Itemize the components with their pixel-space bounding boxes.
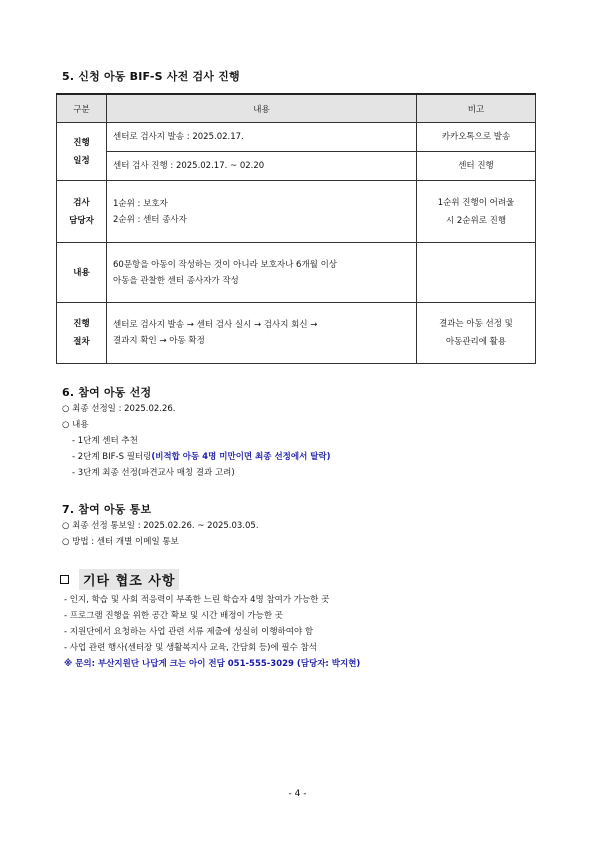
list-item: - 지원단에서 요청하는 사업 관련 서류 제출에 성실히 이행하여야 함 <box>64 627 314 637</box>
header-content: 내용 <box>107 94 417 123</box>
category-line: 검사 <box>73 197 90 208</box>
list-item: - 프로그램 진행을 위한 공간 확보 및 시간 배정이 가능한 곳 <box>64 611 283 621</box>
section6-list <box>62 401 331 481</box>
section7-list <box>62 518 259 550</box>
list-item: ○ 내용 <box>62 420 89 430</box>
note-cell: 센터 진행 <box>417 152 536 181</box>
list-item: - 1단계 센터 추천 <box>72 436 138 446</box>
table-row <box>57 303 536 364</box>
note-cell <box>417 243 536 303</box>
category-schedule <box>57 123 107 181</box>
note-cell <box>417 303 536 364</box>
page-number: - 4 - <box>288 789 307 799</box>
section7-title: 7. 참여 아동 통보 <box>62 503 152 516</box>
note-line: 시 2순위로 진행 <box>445 215 507 226</box>
category-line: 일정 <box>73 155 90 166</box>
list-item: ○ 방법 : 센터 개별 이메일 통보 <box>62 537 179 547</box>
category-line: 진행 <box>73 137 90 148</box>
content-line: 60문항을 아동이 작성하는 것이 아니라 보호자나 6개월 이상 <box>113 259 337 270</box>
content-cell <box>107 243 417 303</box>
category-procedure <box>57 303 107 364</box>
note-line: 결과는 아동 선정 및 <box>439 319 513 329</box>
content-cell <box>107 303 417 364</box>
note-line: 1순위 진행이 어려울 <box>437 197 515 208</box>
list-item: - 사업 관련 행사(센터장 및 생활복지사 교육, 간담회 등)에 필수 참석 <box>64 643 317 653</box>
content-line: 1순위 : 보호자 <box>113 198 168 209</box>
category-line: 진행 <box>73 319 90 329</box>
list-item: ○ 최종 선정일 : 2025.02.26. <box>62 404 176 414</box>
list-item-text: - 2단계 BIF-S 필터링 <box>72 452 152 462</box>
content-line: 센터로 검사지 발송 → 센터 검사 실시 → 검사지 회신 → <box>113 320 318 330</box>
category-content: 내용 <box>57 243 107 303</box>
table-row <box>57 243 536 303</box>
list-item: - 3단계 최종 선정(파견교사 매칭 결과 고려) <box>72 468 235 478</box>
list-item: - 인지, 학습 및 사회 적응력이 부족한 느린 학습자 4명 참여가 가능한 곳 <box>64 595 330 605</box>
header-category: 구분 <box>57 94 107 123</box>
content-cell <box>107 181 417 243</box>
table-row <box>57 152 536 181</box>
content-cell: 센터로 검사지 발송 : 2025.02.17. <box>107 123 417 152</box>
content-cell: 센터 검사 진행 : 2025.02.17. ~ 02.20 <box>107 152 417 181</box>
etc-list <box>64 592 360 672</box>
note-cell: 카카오톡으로 발송 <box>417 123 536 152</box>
checkbox-square-icon <box>60 575 69 584</box>
content-line: 아동을 관찰한 센터 종사자가 작성 <box>113 275 239 286</box>
note-line: 아동관리에 활용 <box>445 337 507 347</box>
category-line: 절차 <box>73 337 90 347</box>
contact-info: ※ 문의: 부산지원단 나답게 크는 아이 전담 051-555-3029 (담당자: 박지현) <box>64 659 361 669</box>
category-examiner <box>57 181 107 243</box>
content-line: 결과지 확인 → 아동 확정 <box>113 336 205 346</box>
table-header-row <box>57 94 536 123</box>
category-line: 담당자 <box>69 215 94 226</box>
list-item: ○ 최종 선정 통보일 : 2025.02.26. ~ 2025.03.05. <box>62 521 259 531</box>
content-line: 2순위 : 센터 종사자 <box>113 214 187 225</box>
header-note: 비고 <box>417 94 536 123</box>
etc-title-text: 기타 협조 사항 <box>79 569 179 590</box>
highlight-text: (비적합 아동 4명 미만이면 최종 선정에서 탈락) <box>151 452 331 462</box>
section5-title: 5. 신청 아동 BIF-S 사전 검사 진행 <box>62 70 240 83</box>
bif-s-test-table <box>56 93 536 364</box>
table-row <box>57 181 536 243</box>
etc-title <box>60 569 179 590</box>
section6-title: 6. 참여 아동 선정 <box>62 386 152 399</box>
list-item <box>62 449 331 465</box>
table-row <box>57 123 536 152</box>
note-cell <box>417 181 536 243</box>
